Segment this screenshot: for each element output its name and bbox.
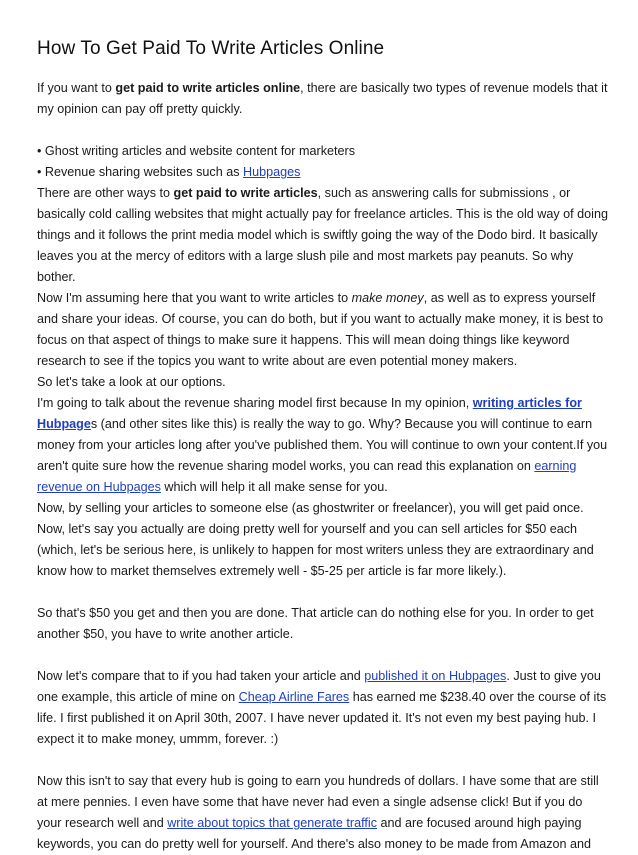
revenue-model-text-2: (and other sites like this) is really the way to go. Why? Because you will continue to earn money from your articles long after you've published them. You will continue to own your content.If you aren't quite sure how the revenue sharing model works, you can read this explanation on: [37, 417, 608, 473]
compare-text-1: Now let's compare that to if you had taken your article and: [37, 669, 365, 683]
intro-keyword: get paid to write articles online: [115, 81, 301, 95]
link-tail-s: s: [90, 417, 98, 431]
other-ways-paragraph: [37, 183, 608, 288]
bullet-revenue-text: • Revenue sharing websites such as: [37, 165, 244, 179]
other-ways-keyword: get paid to write articles: [173, 186, 318, 200]
intro-paragraph: [37, 78, 608, 120]
other-ways-text-2: , such as answering calls for submissions , or basically cold calling websites that might actually pay for freelance articles. This is the old way of doing things and it follows the print media model which is swiftly going the way of the Dodo bird. It basically leaves you at the mercy of editors with a large slush pile and most markets pay peanuts. So why bother.: [37, 186, 608, 284]
topics-traffic-link[interactable]: write about topics that generate traffic: [167, 816, 377, 830]
options-paragraph: So let's take a look at our options.: [37, 375, 226, 389]
fifty-dollars-paragraph: So that's $50 you get and then you are done. That article can do nothing else for you. In order to get another $50, you have to write another article.: [37, 606, 594, 641]
bullet-ghost-writing: • Ghost writing articles and website content for marketers: [37, 144, 355, 158]
revenue-model-text-3: which will help it all make sense for you.: [160, 480, 388, 494]
revenue-model-text-1: I'm going to talk about the revenue sharing model first because In my opinion,: [37, 396, 473, 410]
every-hub-text-2: and are focused around high paying keywords, you can do pretty well for yourself. And there's also money to be made from Amazon and: [37, 816, 592, 851]
bullet-revenue-sharing: [37, 162, 608, 183]
every-hub-text-1: Now this isn't to say that every hub is going to earn you hundreds of dollars. I have some that are still at mere pennies. I even have some that have never had even a single adsense click! But if you do your research well and: [37, 774, 599, 830]
published-on-hubpages-link[interactable]: published it on Hubpages: [364, 669, 507, 683]
selling-articles-paragraph: Now, by selling your articles to someone else (as ghostwriter or freelancer), you will get paid once. Now, let's say you actually are doing pretty well for yourself and you can sell articles for $50 each (which, let's be serious here, is unlikely to happen for most writers unless they are extraordinary and know how to market themselves extremely well - $5-25 per article is far more likely.).: [37, 501, 594, 578]
make-money-emphasis: make money: [351, 291, 424, 305]
make-money-text-1: Now I'm assuming here that you want to write articles to: [37, 291, 352, 305]
intro-text-1: If you want to: [37, 81, 116, 95]
writing-articles-link-text: writing articles for Hubpage: [37, 396, 582, 431]
spacer: [37, 750, 608, 771]
every-hub-paragraph: [37, 771, 608, 855]
other-ways-text-1: There are other ways to: [37, 186, 174, 200]
spacer: [37, 582, 608, 603]
page-title: How To Get Paid To Write Articles Online: [37, 38, 385, 59]
earning-revenue-link[interactable]: earning revenue on Hubpages: [37, 459, 577, 494]
spacer: [37, 120, 608, 141]
revenue-model-paragraph: [37, 393, 608, 498]
cheap-airline-fares-link[interactable]: Cheap Airline Fares: [238, 690, 350, 704]
compare-paragraph: [37, 666, 608, 750]
make-money-text-2: , as well as to express yourself and share your ideas. Of course, you can do both, but if you want to actually make money, it is best to focus on that aspect of things to make sure it happens. This will mean doing things like keyword research to see if the topics you want to write about are even potential money makers.: [37, 291, 604, 368]
hubpages-link[interactable]: Hubpages: [243, 165, 301, 179]
intro-text-2: , there are basically two types of revenue models that it my opinion can pay off pretty quickly.: [37, 81, 608, 116]
make-money-paragraph: [37, 288, 608, 372]
compare-text-2: . Just to give you one example, this article of mine on: [37, 669, 601, 704]
compare-text-3: has earned me $238.40 over the course of its life. I first published it on April 30th, 2007. I have never updated it. It's not even my best paying hub. I expect it to make money, ummm, forever. :): [37, 690, 607, 746]
spacer: [37, 645, 608, 666]
